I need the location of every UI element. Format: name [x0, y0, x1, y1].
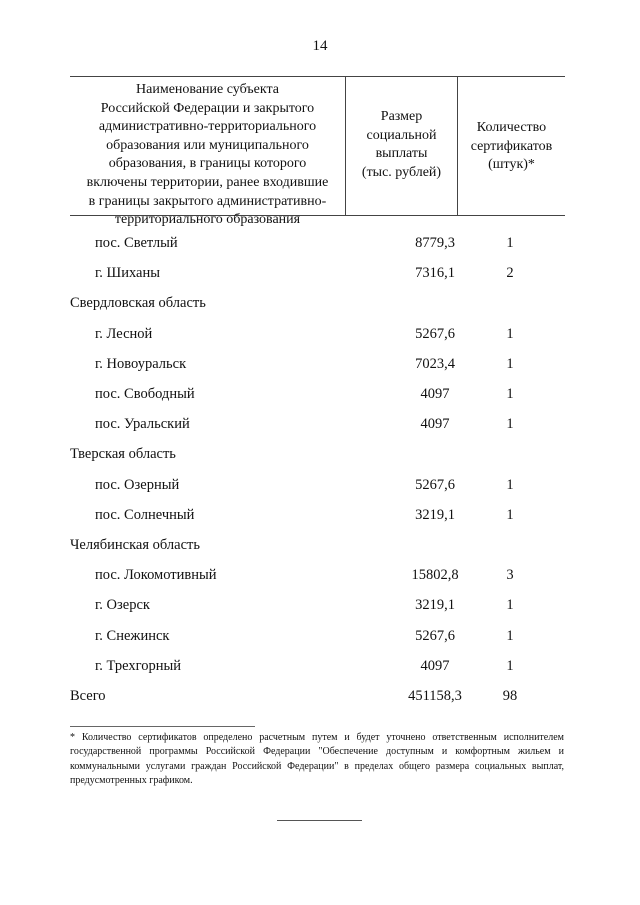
header-name-line: включены территории, ранее входившие	[86, 174, 329, 190]
header-count-line: (штук)*	[488, 157, 535, 173]
header-name-line: территориального образования	[114, 212, 301, 228]
row-name: пос. Локомотивный	[95, 567, 217, 584]
footnote-separator	[70, 726, 255, 727]
table-row	[70, 475, 570, 495]
row-amount: 3219,1	[415, 506, 455, 523]
row-amount: 451158,3	[408, 688, 462, 704]
row-name: г. Озерск	[95, 597, 150, 614]
table-row	[70, 354, 570, 374]
row-count: 98	[502, 688, 518, 704]
row-amount: 7023,4	[415, 355, 455, 372]
table-row	[70, 414, 570, 434]
page-number: 14	[312, 38, 328, 54]
header-name-line: Российской Федерации и закрытого	[100, 100, 315, 116]
header-name	[70, 81, 345, 230]
region-name: Челябинская область	[70, 537, 200, 553]
end-line	[277, 820, 362, 821]
table-row	[70, 324, 570, 344]
header-amount	[346, 108, 457, 182]
row-name: г. Трехгорный	[95, 657, 181, 674]
table-row	[70, 505, 570, 525]
table-top-rule	[70, 76, 565, 77]
row-amount: 8779,3	[415, 235, 455, 251]
row-count: 1	[506, 355, 514, 372]
table-row	[70, 595, 570, 615]
row-count: 1	[506, 506, 514, 523]
table-row	[70, 626, 570, 646]
row-amount: 4097	[420, 386, 450, 402]
row-amount: 15802,8	[411, 567, 459, 584]
footnote: * Количество сертификатов определено расчетным путем и будет уточнено ответственным исполнителем государственной программы Российской Федерации "Обеспечение доступным и комфортным жильем и коммунальными услугами граждан Российской Федерации" в пределах общего размера социальных выплат, предусмотренных графиком.	[70, 732, 564, 786]
row-count: 2	[506, 265, 514, 282]
row-count: 1	[506, 386, 514, 402]
header-name-line: образования или муниципального	[106, 137, 309, 153]
row-count: 1	[506, 416, 514, 433]
table-row	[70, 384, 570, 404]
header-amount-line: выплаты	[375, 146, 428, 162]
table-row	[70, 656, 570, 676]
row-name: пос. Светлый	[95, 235, 178, 251]
header-amount-line: социальной	[366, 127, 437, 143]
row-count: 3	[506, 567, 514, 584]
table-row	[70, 233, 570, 253]
header-name-line: административно-территориального	[98, 119, 317, 135]
row-amount: 4097	[420, 657, 450, 674]
row-name: г. Шиханы	[95, 265, 160, 282]
row-name: пос. Уральский	[95, 416, 190, 433]
header-name-line: Наименование субъекта	[136, 82, 279, 97]
row-name: г. Новоуральск	[95, 355, 187, 372]
header-name-line: в границы закрытого административно-	[88, 193, 327, 209]
row-name: пос. Солнечный	[95, 506, 195, 523]
header-amount-line: Размер	[380, 109, 423, 124]
row-amount: 3219,1	[415, 597, 455, 614]
row-count: 1	[506, 235, 514, 251]
row-amount: 4097	[420, 416, 450, 433]
row-count: 1	[506, 657, 514, 674]
row-amount: 5267,6	[415, 325, 455, 342]
table-row	[70, 444, 570, 464]
row-count: 1	[506, 325, 514, 342]
table-row	[70, 263, 570, 283]
row-amount: 7316,1	[415, 265, 455, 282]
table-row	[70, 565, 570, 585]
header-count	[458, 119, 565, 175]
header-name-line: образования, в границы которого	[108, 156, 307, 172]
row-count: 1	[506, 597, 514, 614]
row-amount: 5267,6	[415, 627, 455, 644]
row-amount: 5267,6	[415, 476, 455, 493]
row-name: г. Лесной	[95, 325, 153, 342]
row-count: 1	[506, 476, 514, 493]
region-name: Тверская область	[70, 446, 176, 463]
row-name: пос. Озерный	[95, 476, 180, 493]
row-count: 1	[506, 627, 514, 644]
row-name: г. Снежинск	[95, 627, 170, 644]
table-row	[70, 535, 570, 555]
header-count-line: Количество	[476, 120, 547, 135]
table-row	[70, 293, 570, 313]
header-count-line: сертификатов	[470, 138, 553, 154]
region-name: Свердловская область	[70, 295, 206, 312]
row-name: пос. Свободный	[95, 386, 195, 402]
header-amount-line: (тыс. рублей)	[361, 164, 442, 180]
table-row	[70, 686, 570, 706]
region-name: Всего	[70, 688, 106, 704]
